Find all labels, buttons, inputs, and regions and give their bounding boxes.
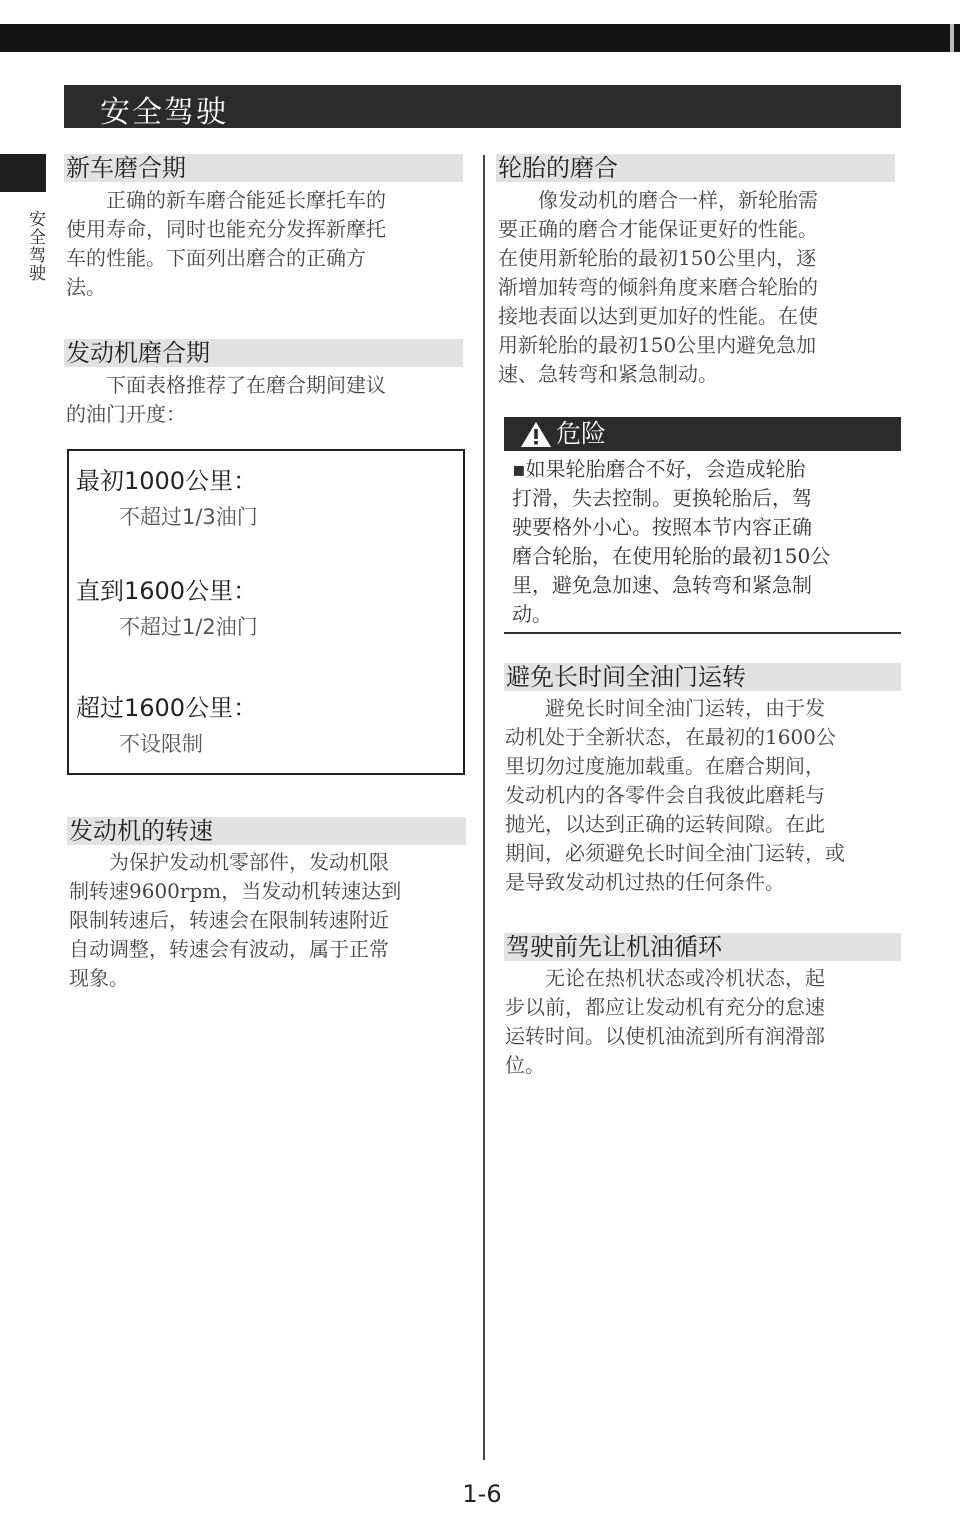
- column-divider: [483, 155, 485, 1460]
- section-body-tire-breakin: [498, 186, 892, 389]
- text-line: 磨合轮胎，在使用轮胎的最初150公: [512, 544, 831, 568]
- text-line: 动。: [512, 602, 552, 626]
- danger-bottom-rule: [504, 632, 901, 634]
- text-line: 抛光，以达到正确的运转间隙。在此: [505, 812, 825, 836]
- section-title-breakin: 新车磨合期: [64, 154, 463, 182]
- text-line: 现象。: [69, 966, 129, 990]
- section-title-full-throttle: 避免长时间全油门运转: [504, 663, 901, 691]
- side-chapter-label: 安全驾驶: [25, 210, 45, 282]
- text-line: 使用寿命，同时也能充分发挥新摩托: [66, 217, 386, 241]
- text-line: 发动机内的各零件会自我彼此磨耗与: [505, 783, 825, 807]
- text-line: 打滑，失去控制。更换轮胎后，驾: [512, 486, 812, 510]
- section-body-full-throttle: [505, 694, 899, 897]
- throttle-row-label: 超过1600公里：: [76, 694, 258, 722]
- text-line: 在使用新轮胎的最初150公里内，逐: [498, 246, 817, 270]
- danger-label: 危险: [556, 419, 607, 448]
- text-line: 用新轮胎的最初150公里内避免急加: [498, 333, 817, 357]
- text-line: 的油门开度：: [66, 402, 186, 426]
- text-line: 步以前，都应让发动机有充分的怠速: [505, 995, 825, 1019]
- throttle-table: [67, 449, 465, 775]
- side-tab: [0, 154, 46, 192]
- section-title-engine-speed: 发动机的转速: [67, 817, 466, 845]
- text-line: 位。: [505, 1053, 545, 1077]
- section-body-breakin: [66, 186, 462, 302]
- text-line: ▪如果轮胎磨合不好，会造成轮胎: [512, 457, 806, 481]
- section-title-tire-breakin: 轮胎的磨合: [496, 154, 895, 182]
- text-line: 无论在热机状态或冷机状态，起: [545, 966, 825, 990]
- text-line: 驶要格外小心。按照本节内容正确: [512, 515, 812, 539]
- text-line: 车的性能。下面列出磨合的正确方: [66, 246, 366, 270]
- throttle-row-value: 不超过1/2油门: [119, 615, 258, 639]
- throttle-row-label: 直到1600公里：: [76, 577, 258, 605]
- section-body-engine-speed: [69, 848, 465, 993]
- danger-header: [504, 417, 901, 451]
- top-bar: [0, 24, 960, 52]
- text-line: 为保护发动机零部件，发动机限: [109, 850, 389, 874]
- danger-body: [512, 455, 898, 629]
- text-line: 像发动机的磨合一样，新轮胎需: [538, 188, 818, 212]
- text-line: 里切勿过度施加载重。在磨合期间，: [505, 754, 825, 778]
- throttle-row-value: 不设限制: [119, 732, 203, 756]
- text-line: 运转时间。以使机油流到所有润滑部: [505, 1024, 825, 1048]
- text-line: 动机处于全新状态，在最初的1600公: [505, 725, 836, 749]
- page-number: 1-6: [462, 1480, 502, 1508]
- text-line: 接地表面以达到更加好的性能。在使: [498, 304, 818, 328]
- throttle-row-label: 最初1000公里：: [76, 467, 258, 495]
- text-line: 是导致发动机过热的任何条件。: [505, 870, 785, 894]
- text-line: 制转速9600rpm，当发动机转速达到: [69, 879, 402, 903]
- warning-triangle-icon: [520, 421, 552, 448]
- top-bar-mark: [950, 24, 954, 52]
- text-line: 要正确的磨合才能保证更好的性能。: [498, 217, 818, 241]
- throttle-row-value: 不超过1/3油门: [119, 505, 258, 529]
- text-line: 期间，必须避免长时间全油门运转，或: [505, 841, 845, 865]
- text-line: 避免长时间全油门运转，由于发: [545, 696, 825, 720]
- section-title-oil-circulation: 驾驶前先让机油循环: [504, 933, 901, 961]
- text-line: 自动调整，转速会有波动，属于正常: [69, 937, 389, 961]
- text-line: 法。: [66, 275, 106, 299]
- text-line: 渐增加转弯的倾斜角度来磨合轮胎的: [498, 275, 818, 299]
- section-title-engine-breakin: 发动机磨合期: [64, 339, 463, 367]
- section-body-engine-breakin: [66, 371, 462, 429]
- page-title: 安全驾驶: [100, 95, 228, 130]
- text-line: 正确的新车磨合能延长摩托车的: [106, 188, 386, 212]
- text-line: 限制转速后，转速会在限制转速附近: [69, 908, 389, 932]
- section-body-oil-circulation: [505, 964, 899, 1080]
- text-line: 下面表格推荐了在磨合期间建议: [106, 373, 386, 397]
- page-header: [64, 85, 901, 128]
- text-line: 里，避免急加速、急转弯和紧急制: [512, 573, 812, 597]
- text-line: 速、急转弯和紧急制动。: [498, 362, 718, 386]
